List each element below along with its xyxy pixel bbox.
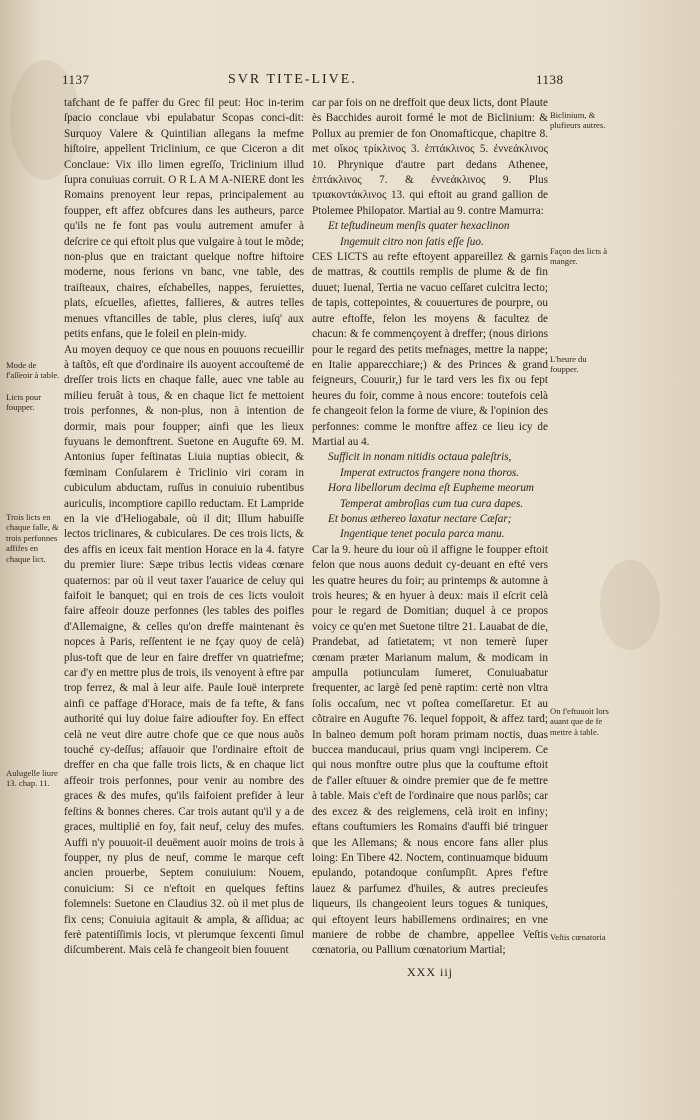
verse-line: Ingentique tenet pocula parca manu. bbox=[340, 528, 505, 541]
paragraph: CES LICTS au refte eftoyent appareillez & garnis de mattras, & couttils remplis de plume & de fin duuet; Iuenal, Tertia ne vacuo ceſſaret culcitra lecto; de tapis, cottepointes, & couuertures de pourpre, ou autre eftoffe, felon les moyens & facultez de chacun: & fe commençoyent à dreffer; (nous dirions pour le regard des petits mefnages, mettre la nappe; en Italie apparecchiare;) & des Princes & grand feigneurs, Couurir,) fur le tard vers les fix ou fept heures du foir, comme à nous encore: toutefois celà fe changeoit felon la forme de viure, & l'opinion des perfonnes: comme le monftre affez ce lieu icy de Martial au 4. bbox=[312, 251, 548, 448]
page-number-left: 1137 bbox=[62, 72, 90, 87]
verse-line: Et bonus æthereo laxatur nectare Cæſar; bbox=[328, 512, 512, 525]
paper-stain bbox=[600, 560, 660, 650]
margin-note-right: Biclinium, & plufieurs autres. bbox=[550, 110, 606, 131]
running-title: SVR TITE-LIVE. bbox=[228, 72, 357, 87]
margin-note-right: Veſtis cœnatoria bbox=[550, 932, 606, 942]
paragraph: Car la 9. heure du iour où il affigne le foupper eftoit felon que nous auons deduit cy-deuant en efté vers les quatre heures du foir; au printemps & automne à trois heures; & en hyuer à deux: mais il eſcrit celà pour le regard de Domitian; duquel à ce propos voicy ce qu'en met Suetone tiltre 21. Lauabat de die, Prandebat, ad ſatietatem; vt non temerè ſuper cœnam præter Marianum malum, & modicam in ampulla potiunculam ſumeret, Conuiuabatur frequenter, ac largè ſed penè raptim: certè non vltra ſolis occaſum, nec vt poſtea comeſſaretur. Et au cõtraire en Augufte 76. lequel foppoit, & affez tard; In balneo demum poſt horam primam noctis, duas buccea manducaui, prius quam vngi inciperem. Ce qui nous monftre outre plus que la couftume eftoit de f'aller eſtuuer & oindre premier que de fe mettre à table. Mais c'eft de l'ordinaire que nous parlõs; car des excez & des reiglemens, celà iroit en infiny; eftans couftumiers les Romains d'auffi bié tringuer que les Allemans; & nous encore fans aller plus loing: En Tibere 42. Noctem, continuamque biduum epulando, potandoque conſumpſit. Apres f'eftre lauez & parfumez d'huiles, & autres precieufes liqueurs, ils changeoient leurs togues & tuniques, qui eftoyent leurs habillemens ordinaires; en vne maniere de robbe de chambre, appellee Veſtis cœnatoria, ou Pallium cœnatorium Martial; bbox=[312, 543, 548, 957]
margin-note-right: On f'eftuuoit lors auant que de fe mettre à table. bbox=[550, 706, 609, 737]
verse-line: Ingemuit citro non ſatis eſſe ſuo. bbox=[340, 235, 484, 248]
verse-line: Temperat ambroſias cum tua cura dapes. bbox=[340, 497, 524, 510]
verse-line: Imperat extructos frangere nona thoros. bbox=[340, 466, 520, 479]
signature-mark: XXX iij bbox=[407, 964, 453, 979]
page-number-right: 1138 bbox=[536, 72, 564, 87]
verse-line: Hora libellorum decima eſt Eupheme meorum bbox=[328, 482, 534, 495]
margin-note-left: Licts pour foupper. bbox=[6, 392, 42, 413]
margin-note-right: L'heure du foupper. bbox=[550, 354, 587, 375]
paragraph: car par fois on ne dreffoit que deux licts, dont Plaute ès Bacchides auroit formé le mot de Biclinium: & Pollux au premier de fon Onomafticque, chapitre 8. met οἴκος τρίκλινος 3. ἑπτάκλινος 5. ἐννεάκλινος 10. Phrynique d'autre part dedans Athenee, ἑπτάκλινος 7. & ἐννεάκλινος 9. Plus τριακοντάκλινος 13. qui eftoit au grand gallion de Ptolemee Philopator. Martial au 9. contre Mamurra: bbox=[312, 97, 548, 217]
margin-note-left: Aulugelle liure 13. chap. 11. bbox=[6, 768, 58, 789]
margin-note-left: Trois licts en chaque falle, & trois perfonnes affifes en chaque lict. bbox=[6, 512, 59, 564]
verse-line: Et teſtudineum menſis quater hexaclinon bbox=[328, 220, 510, 233]
left-text-column bbox=[64, 96, 304, 959]
paragraph: Au moyen dequoy ce que nous en pouuons recueillir à taſtõs, eſt que d'ordinaire ils auoyent accouſtemé de dreſſer trois licts en chaque falle, auec vne table au milieu feruât à tous, & en chaque lict fe mettoient trois perfonnes, & non-plus, non à intention de dormir, mais pour foupper; ainfi que les lieux fuyuans le demonftrent. Suetone en Augufte 69. M. Antonius ſuper feſtinatas Liuia nuptias obiecit, & fœminam Conſularem è Triclinio viri coram in cubiculum abductam, ruſſus in conuiuio rubentibus auriculis, incomptiore capillo reductam. Et Lampride en la vie d'Heliogabale, où il dit; Illum habuiſſe lectos triclinares, & cubiculares. De ces trois licts, & des affis en iceux fait mention Horace en la 4. fatyre du premier liure: Sæpe tribus lectis videas cœnare quaternos: par où il veut taxer l'auarice de celuy qui faifoit le banquet; qui en trois de ces licts vouloit faire affeoir douze perfonnes (les tables des poifles d'Allemaigne, & celles qu'on dreffe maintenant ès nopces à Paris, reſſentent ie ne fçay quoy de celà) plus-toft que de leur en faire dreffer vn quatriefme; car d'y en mettre plus de trois, ils venoyent à eftre par trop ferrez, & mal à leur aife. Paule Iouë interprete ainfi ce paffage d'Horace, mais de fa tefte, & fans authorité qui luy doiue faire adioufter foy. En effect celà ne veut dire autre chofe que ce que nous auõs touché cy-deſſus; afſauoir que l'ordinaire eftoit de dreffer en cha que falle trois licts, & en chaque lict affeoir trois perfonnes, pour venir au nombre des graces & des mufes, qu'ils faifoient prefider à leur feſtins & bonnes cheres. Car trois autant qu'il y a de graces, multiplié en foy, fait neuf, celuy des mufes. Auffi n'y pouuoit-il deuëment auoir moins de trois à foupper, ny plus de neuf, comme le marque ceft ancien prouerbe, Septem conuiuium: Nouem, conuicium: Si ce n'eftoit en quelques feftins folemnels: Suetone en Claudius 32. où il met plus de fix cens; Conuiuia agitauit & ampla, & aſſidua; ac ferè patentiſſimis locis, vt plerumque ſexcenti ſimul diſcumberent. Mais celà fe changeoit bien fouuent bbox=[64, 343, 304, 957]
verse-line: Sufficit in nonam nitidis octaua paleſtris, bbox=[328, 451, 512, 464]
margin-note-left: Mode de f'aſſeoir à table. bbox=[6, 360, 60, 381]
margin-note-right: Façon des licts à manger. bbox=[550, 246, 608, 267]
right-text-column bbox=[312, 96, 548, 980]
paragraph: tafchant de fe paffer du Grec fil peut: Hoc in-terim ſpacio conclaue vbi epulabatur Scopas conci-dit: Surquoy Valere & Quintilian allegans la mefme hiſtoire, appellent Triclinium, ce que Ciceron a dit Conclaue: Vix illo limen egreſſo, Triclinium illud ſupra conuiuas corruit. O R L A M A-NIERE dont les Romains prenoyent leur repas, principalement au foupper, eft affez obfcures dans les autheurs, parce qu'ils ne fe font pas voulu autrement amufer à deſcrire ce qui eftoit plus que vulgaire à tout le mõde; non-plus que en traictant quelque noftre hiftoire moderne, nous ferions vn banc, vne table, des traiſteaux, chaires, eſchabelles, nappes, feruiettes, plats, eſcuelles, afiettes, fallieres, & autres telles menues vftancilles de table, plus cleres, iuſq' aux petits enfans, que le foleil en plein-midy. bbox=[64, 97, 304, 341]
